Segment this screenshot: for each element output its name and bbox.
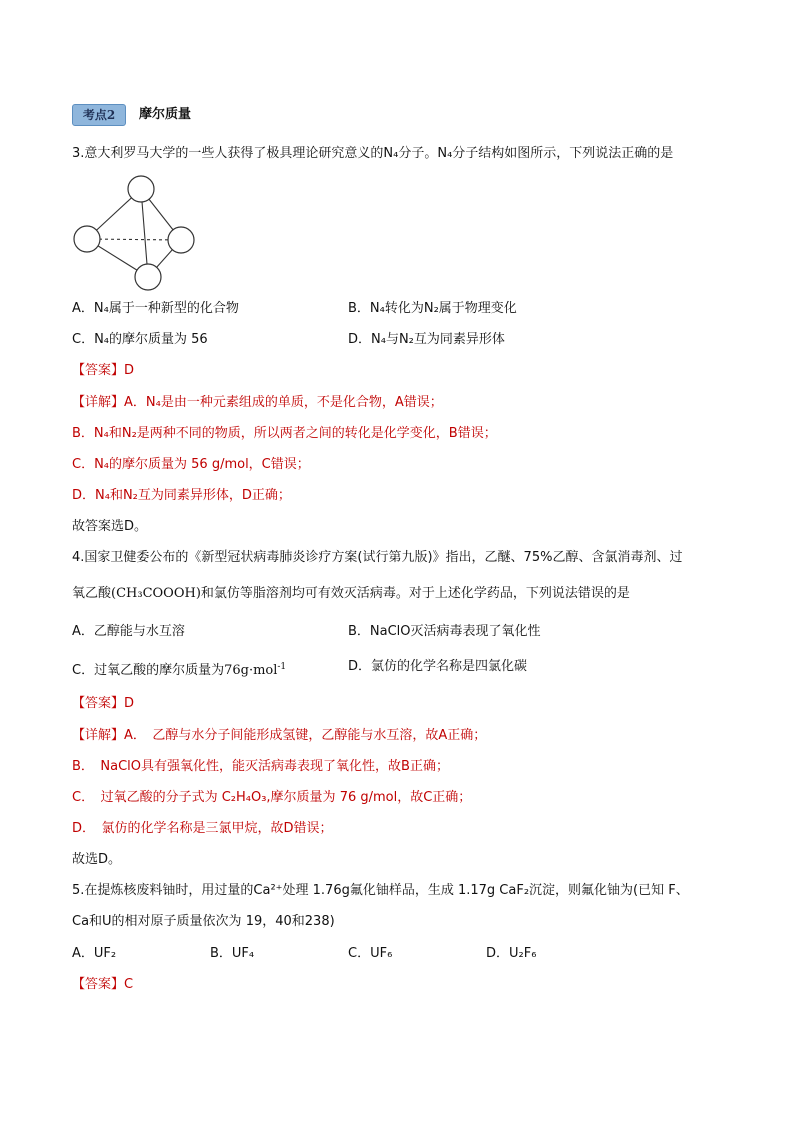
q3-explain-line: 【详解】A．N₄是由一种元素组成的单质，不是化合物，A错误； — [72, 395, 443, 410]
q4-option-c: C．过氧乙酸的摩尔质量为76g·mol$^{-1}$ — [72, 662, 287, 678]
q4-stem-line1: 4.国家卫健委公布的《新型冠状病毒肺炎诊疗方案(试行第九版)》指出，乙醚、75%乙醇、含氯消毒剂、过 — [72, 550, 683, 565]
q5-option-b: B．UF₄ — [210, 946, 255, 961]
q4-explain-line: B． NaClO具有强氧化性，能灭活病毒表现了氧化性，故B正确； — [72, 759, 449, 774]
q5-option-a: A．UF₂ — [72, 946, 117, 961]
q5-option-c: C．UF₆ — [348, 946, 393, 961]
q3-option-b: B．N₄转化为N₂属于物理变化 — [348, 301, 517, 316]
q5-stem-line2: Ca和U的相对原子质量依次为 19，40和238) — [72, 914, 335, 929]
q3-explain-line: D．N₄和N₂互为同素异形体，D正确； — [72, 488, 291, 503]
q3-option-a: A．N₄属于一种新型的化合物 — [72, 301, 239, 316]
q5-stem-line1: 5.在提炼核废料铀时，用过量的Ca²⁺处理 1.76g氟化铀样品，生成 1.17g CaF₂沉淀，则氟化铀为(已知 F、 — [72, 883, 689, 898]
q4-option-a: A．乙醇能与水互溶 — [72, 624, 185, 639]
q3-answer: 【答案】D — [72, 363, 135, 378]
q3-stem: 3.意大利罗马大学的一些人获得了极具理论研究意义的N₄分子。N₄分子结构如图所示，下列说法正确的是 — [72, 146, 674, 161]
n4-molecule-diagram — [70, 168, 200, 294]
peracetic-acid-formula: (CH₃COOOH) — [111, 586, 201, 601]
q3-option-c: C．N₄的摩尔质量为 56 — [72, 332, 208, 347]
q4-option-b: B．NaClO灭活病毒表现了氧化性 — [348, 624, 541, 639]
hidden-bond-line — [87, 239, 181, 240]
q4-conclusion: 故选D。 — [72, 852, 122, 867]
q3-conclusion: 故答案选D。 — [72, 519, 148, 534]
q5-option-d: D．U₂F₆ — [486, 946, 537, 961]
section-tag: 考点2 — [72, 104, 126, 126]
atom-circle — [128, 176, 154, 202]
q4-explain-line: C． 过氧乙酸的分子式为 C₂H₄O₃,摩尔质量为 76 g/mol，故C正确； — [72, 790, 472, 805]
atom-circle — [74, 226, 100, 252]
q4-explain-line: D． 氯仿的化学名称是三氯甲烷，故D错误； — [72, 821, 333, 836]
q4-answer: 【答案】D — [72, 696, 135, 711]
q3-explain-line: C．N₄的摩尔质量为 56 g/mol，C错误； — [72, 457, 310, 472]
atom-circle — [168, 227, 194, 253]
section-title: 摩尔质量 — [139, 107, 192, 122]
q3-explain-line: B．N₄和N₂是两种不同的物质，所以两者之间的转化是化学变化，B错误； — [72, 426, 497, 441]
q4-option-d: D．氯仿的化学名称是四氯化碳 — [348, 659, 528, 674]
q3-option-d: D．N₄与N₂互为同素异形体 — [348, 332, 505, 347]
q4-stem-line2: 氧乙酸(CH₃COOOH)和氯仿等脂溶剂均可有效灭活病毒。对于上述化学药品，下列说法错误的是 — [72, 586, 630, 601]
q5-answer: 【答案】C — [72, 977, 134, 992]
q4-explain-line: 【详解】A． 乙醇与水分子间能形成氢键，乙醇能与水互溶，故A正确； — [72, 728, 487, 743]
atom-circle — [135, 264, 161, 290]
